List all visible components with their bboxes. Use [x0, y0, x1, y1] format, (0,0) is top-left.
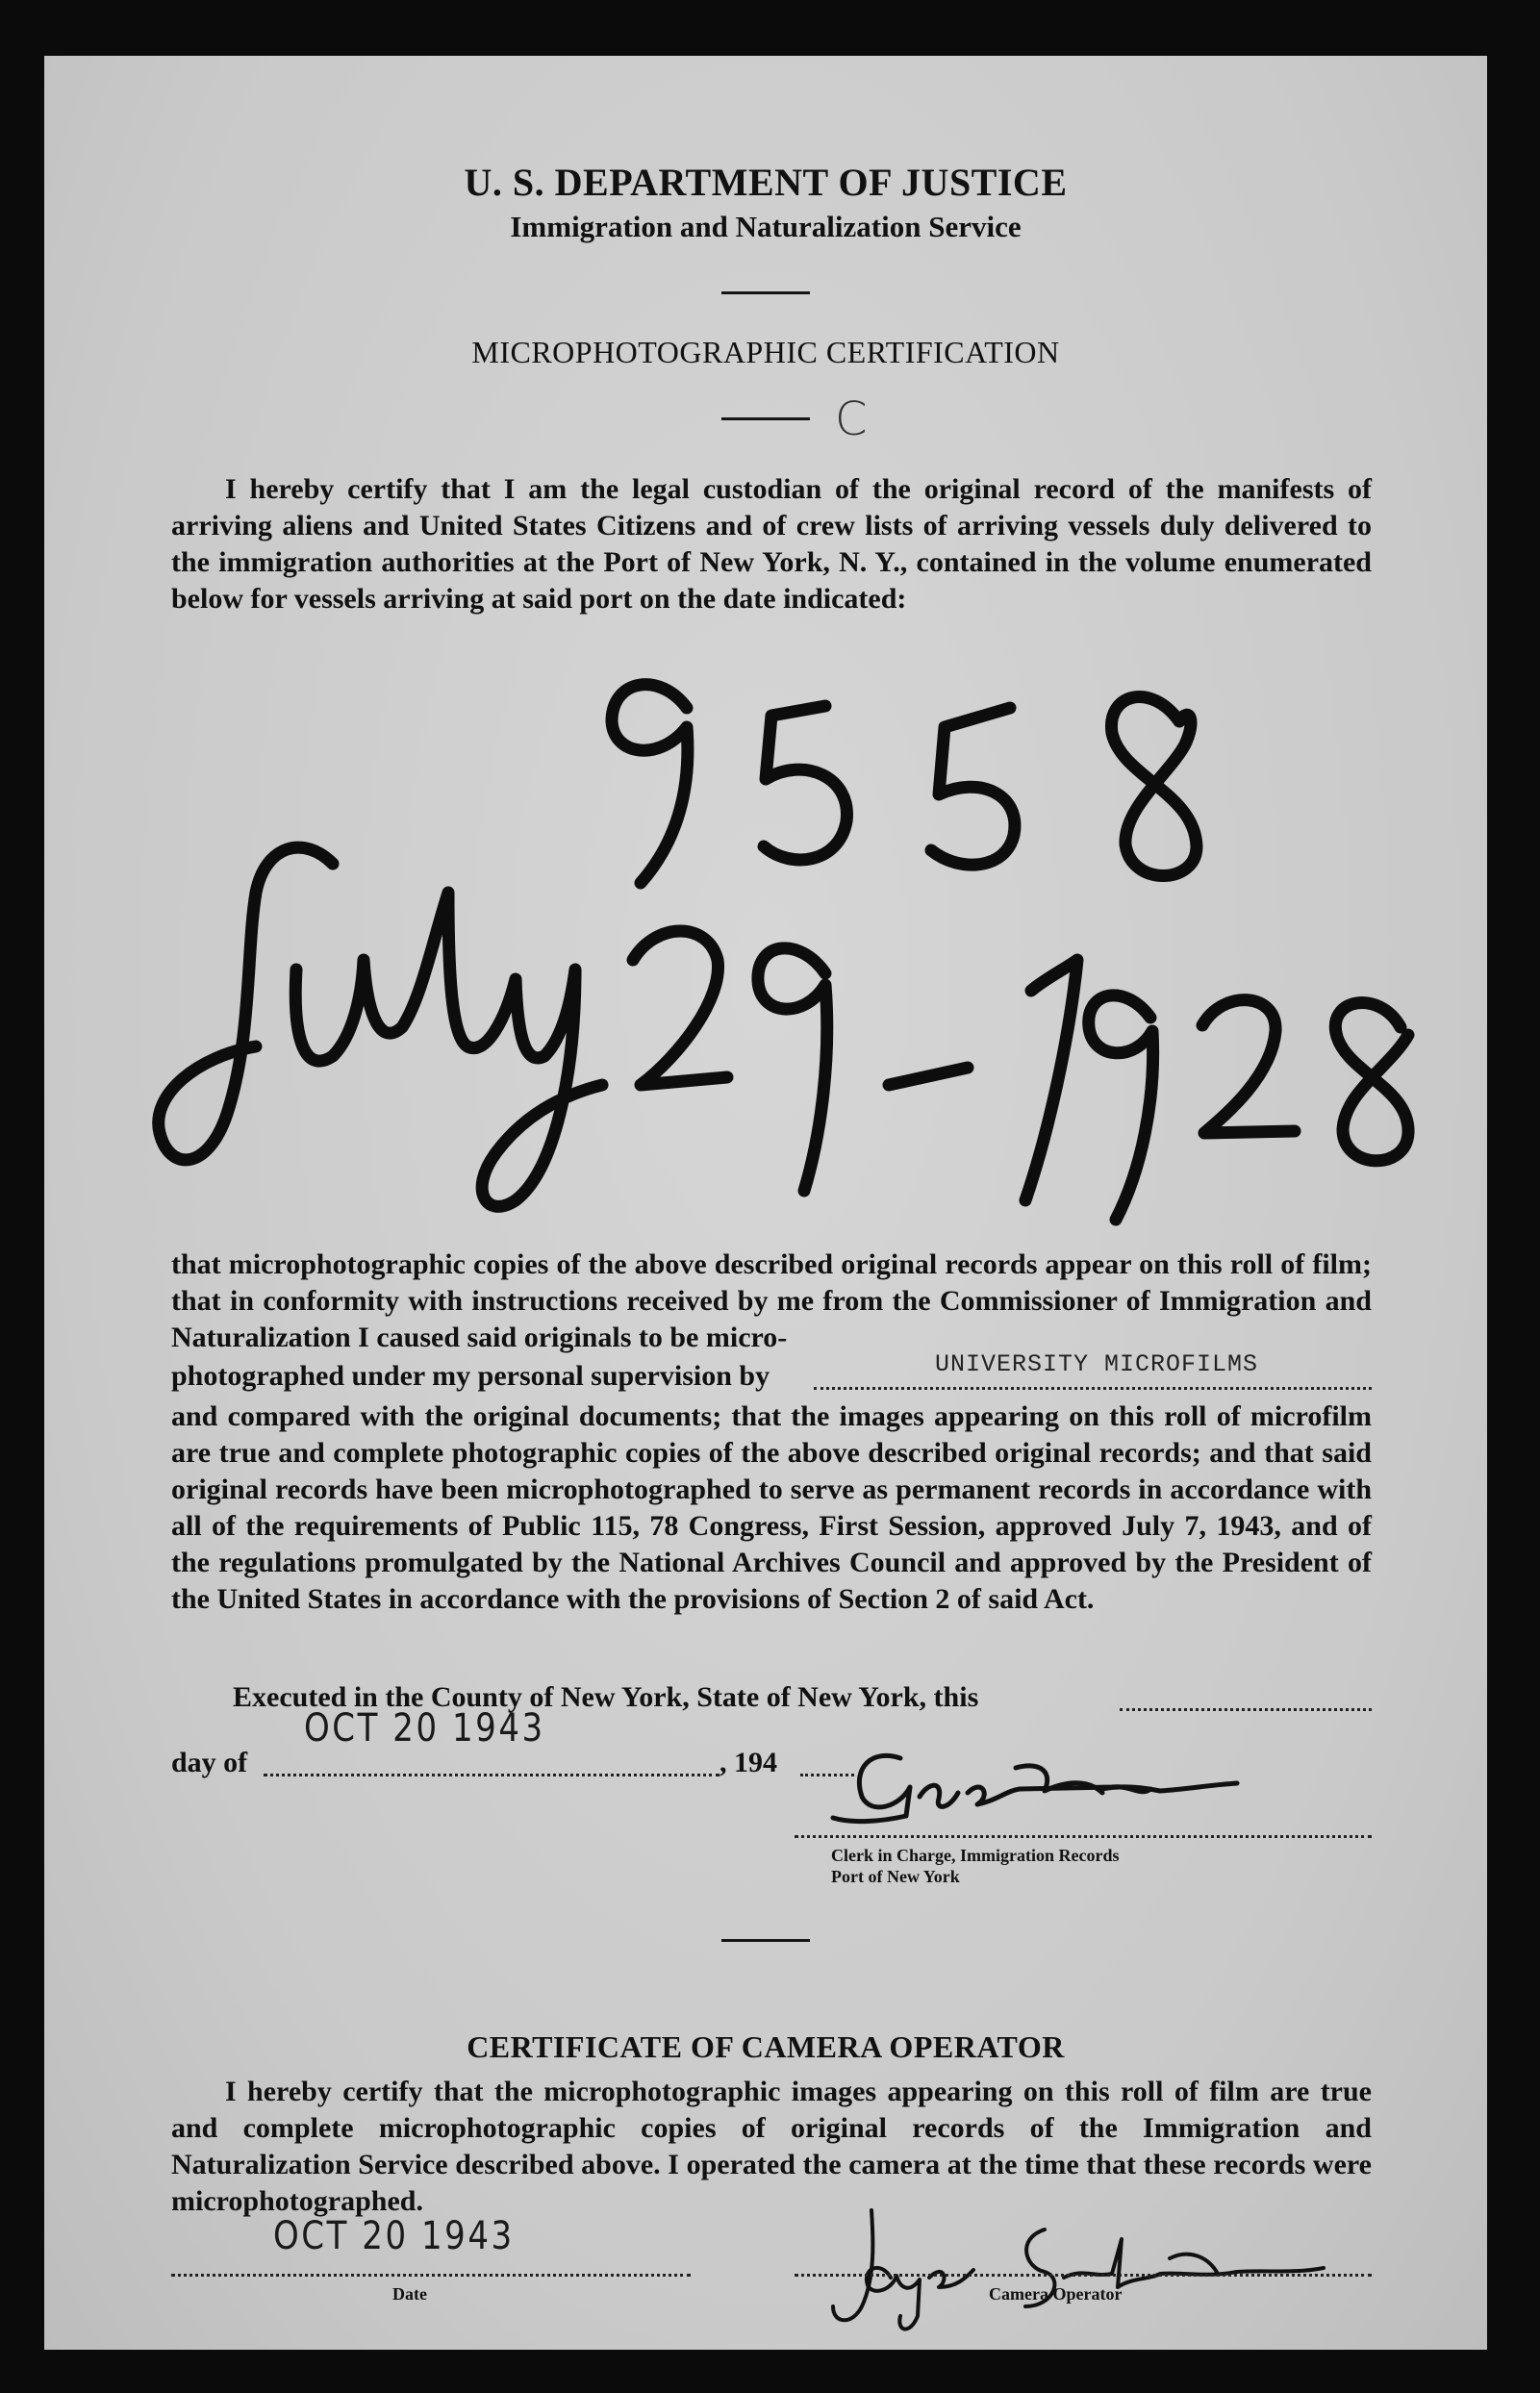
date-label: Date: [392, 2284, 427, 2304]
microfilmer-typed: UNIVERSITY MICROFILMS: [935, 1350, 1259, 1378]
microfilmer-line: [814, 1387, 1372, 1390]
camera-operator-signature: [804, 2201, 1343, 2345]
day-of-label: day of: [171, 1747, 248, 1778]
header-divider: [721, 291, 810, 294]
handwritten-c-mark: C: [835, 392, 868, 446]
year-prefix: , 194: [720, 1747, 777, 1778]
executed-day-line: [1120, 1708, 1372, 1711]
service-subheading: Immigration and Naturalization Service: [510, 210, 1022, 243]
section-divider: [721, 1939, 810, 1942]
volume-number-text: [44, 56, 45, 57]
camera-date-stamp: OCT 20 1943: [273, 2214, 515, 2258]
body-paragraph-1: that microphotographic copies of the above described original records appear on this roll of film; that in conformity with instructions received by me from the Commissioner of Immigration and Naturalization I caused said originals to be micro-: [171, 1248, 1372, 1353]
supervision-lead: photographed under my personal supervision by: [171, 1360, 770, 1392]
certificate-sheet: [44, 56, 1487, 2350]
operator-signature-line: [795, 2274, 1372, 2277]
arrival-date-text: [44, 56, 45, 57]
day-of-line: [264, 1774, 720, 1776]
camera-operator-title: CERTIFICATE OF CAMERA OPERATOR: [467, 2029, 1065, 2064]
form-title: MICROPHOTOGRAPHIC CERTIFICATION: [471, 335, 1060, 369]
handwritten-volume-and-date: [44, 633, 1487, 1229]
clerk-title-1: Clerk in Charge, Immigration Records: [831, 1846, 1120, 1865]
camera-operator-text: I hereby certify that the microphotographic images appearing on this roll of film are true and complete microphotographic copies of original records of the Immigration and Naturalization Service described above. I operated the camera at the time that these records were microphotographed.: [171, 2076, 1372, 2217]
clerk-signature: [814, 1729, 1352, 1835]
body-paragraph-2: and compared with the original documents; that the images appearing on this roll of microfilm are true and complete photographic copies of the above described original records; and that said original records have been microphotographed to serve as permanent records in accordance with all of the requirements of Public 115, 78 Congress, First Session, approved July 7, 1943, and of the regulations promulgated by the National Archives Council and approved by the President of the United States in accordance with the provisions of Section 2 of said Act.: [171, 1400, 1372, 1615]
date-line: [171, 2274, 691, 2277]
operator-label: Camera Operator: [989, 2284, 1123, 2304]
clerk-title-2: Port of New York: [831, 1867, 960, 1886]
intro-paragraph: I hereby certify that I am the legal custodian of the original record of the manifests of arriving aliens and United States Citizens and of crew lists of arriving vessels duly delivered to the immigration authorities at the Port of New York, N. Y., contained in the volume enumerated below for vessels arriving at said port on the date indicated:: [171, 473, 1372, 615]
executed-line: Executed in the County of New York, State of New York, this: [233, 1681, 979, 1713]
executed-date-stamp: OCT 20 1943: [304, 1706, 545, 1751]
clerk-signature-line: [795, 1835, 1372, 1838]
title-divider: [721, 417, 810, 420]
department-heading: U. S. DEPARTMENT OF JUSTICE: [464, 161, 1068, 204]
